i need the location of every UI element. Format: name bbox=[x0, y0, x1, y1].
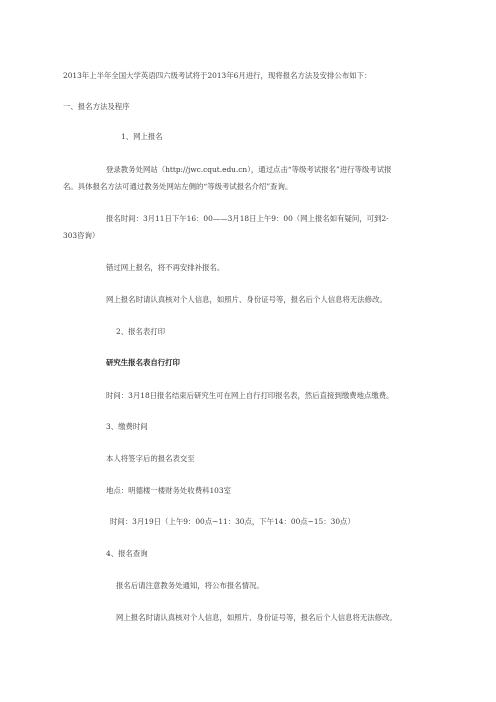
subheading-registration-query: 4、报名查询 bbox=[106, 549, 148, 558]
registration-time-line2: 303咨询） bbox=[63, 231, 100, 240]
query-verify-info-note: 网上报名时请认真核对个人信息，如照片、身份证号等，报名后个人信息将无法修改。 bbox=[116, 613, 397, 622]
query-notice: 报名后请注意教务处通知，将公布报名情况。 bbox=[116, 581, 264, 590]
online-registration-paragraph-line1: 登录教务处网站（http://jwc.cqut.edu.cn），通过点击“等级考试报名”进行等级考试报 bbox=[106, 165, 392, 174]
section-heading-registration: 一、报名方法及程序 bbox=[63, 102, 130, 111]
subheading-online-registration: 1、网上报名 bbox=[121, 132, 163, 141]
late-registration-note: 错过网上报名，将不再安排补报名。 bbox=[106, 263, 225, 272]
subheading-form-printing: 2、报名表打印 bbox=[116, 327, 166, 336]
payment-submit-note: 本人将签字后的报名表交至 bbox=[106, 454, 195, 463]
registration-time-line1: 报名时间：3月11日下午16：00——3月18日上午9：00（网上报名如有疑问，可到2- bbox=[106, 214, 389, 223]
graduate-print-form-heading: 研究生报名表自行打印 bbox=[106, 358, 180, 367]
intro-text: 2013年上半年全国大学英语四六级考试将于2013年6月进行，现将报名方法及安排公布如下： bbox=[63, 71, 372, 80]
print-time-text: 时间：3月18日报名结束后研究生可在网上自行打印报名表，然后直接到缴费地点缴费。 bbox=[106, 391, 394, 400]
online-registration-paragraph-line2: 名。具体报名方法可通过教务处网站左侧的“等级考试报名介绍”查询。 bbox=[63, 182, 293, 191]
subheading-payment-time: 3、缴费时间 bbox=[106, 422, 148, 431]
payment-location: 地点：明德楼一楼财务处收费科103室 bbox=[106, 486, 231, 495]
payment-time: 时间：3月19日（上午9：00点~11：30点，下午14：00点~15：30点） bbox=[110, 517, 355, 526]
verify-info-note: 网上报名时请认真核对个人信息，如照片、身份证号等，报名后个人信息将无法修改。 bbox=[106, 295, 387, 304]
